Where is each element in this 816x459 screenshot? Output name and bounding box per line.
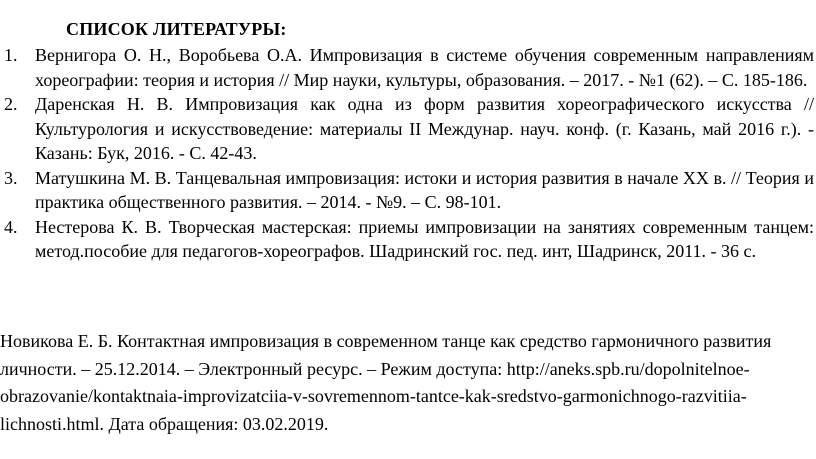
reference-item-4 [0,215,816,264]
page-title: СПИСОК ЛИТЕРАТУРЫ: [66,19,287,39]
reference-item-1 [0,43,816,92]
reference-item-2 [0,92,816,166]
reference-text: Матушкина М. В. Танцевальная импровизация: истоки и история развития в начале XX в. // Теория и практика общественного развития. – 2014. - №9. – С. 98-101. [35,167,814,212]
reference-text: Нестерова К. В. Творческая мастерская: приемы импровизации на занятиях современным танцем: метод.пособие для педагогов-хореографов. Шадринский гос. пед. инт, Шадринск, 2011. - 36 с. [35,216,814,261]
reference-number: 4. [4,216,18,237]
reference-number: 2. [4,94,18,114]
online-reference: Новикова Е. Б. Контактная импровизация в современном танце как средство гармоничного развития личности. – 25.12.2014. – Электронный ресурс. – Режим доступа: http://aneks.spb.ru/dopolnitelnoe-obrazovanie/kontaktnaia-improvizatciia-v-sovremennom-tantce-kak-sredstvo-garmonichnogo-razvitiia-lichnosti.html. Дата обращения: 03.02.2019. [0,331,772,434]
reference-text: Вернигора О. Н., Воробьева О.А. Импровизация в системе обучения современным направлениям хореографии: теория и история // Мир науки, культуры, образования. – 2017. - №1 (62). – С. 185-186. [35,45,814,90]
reference-item-3 [0,166,816,215]
reference-list [0,43,816,264]
reference-number: 1. [4,45,18,65]
reference-text: Даренская Н. В. Импровизация как одна из форм развития хореографического искусства // Культурология и искусствоведение: материалы II Междунар. науч. конф. (г. Казань, май 2016 г.). - Казань: Бук, 2016. - С. 42-43. [35,94,814,163]
reference-number: 3. [4,167,18,188]
